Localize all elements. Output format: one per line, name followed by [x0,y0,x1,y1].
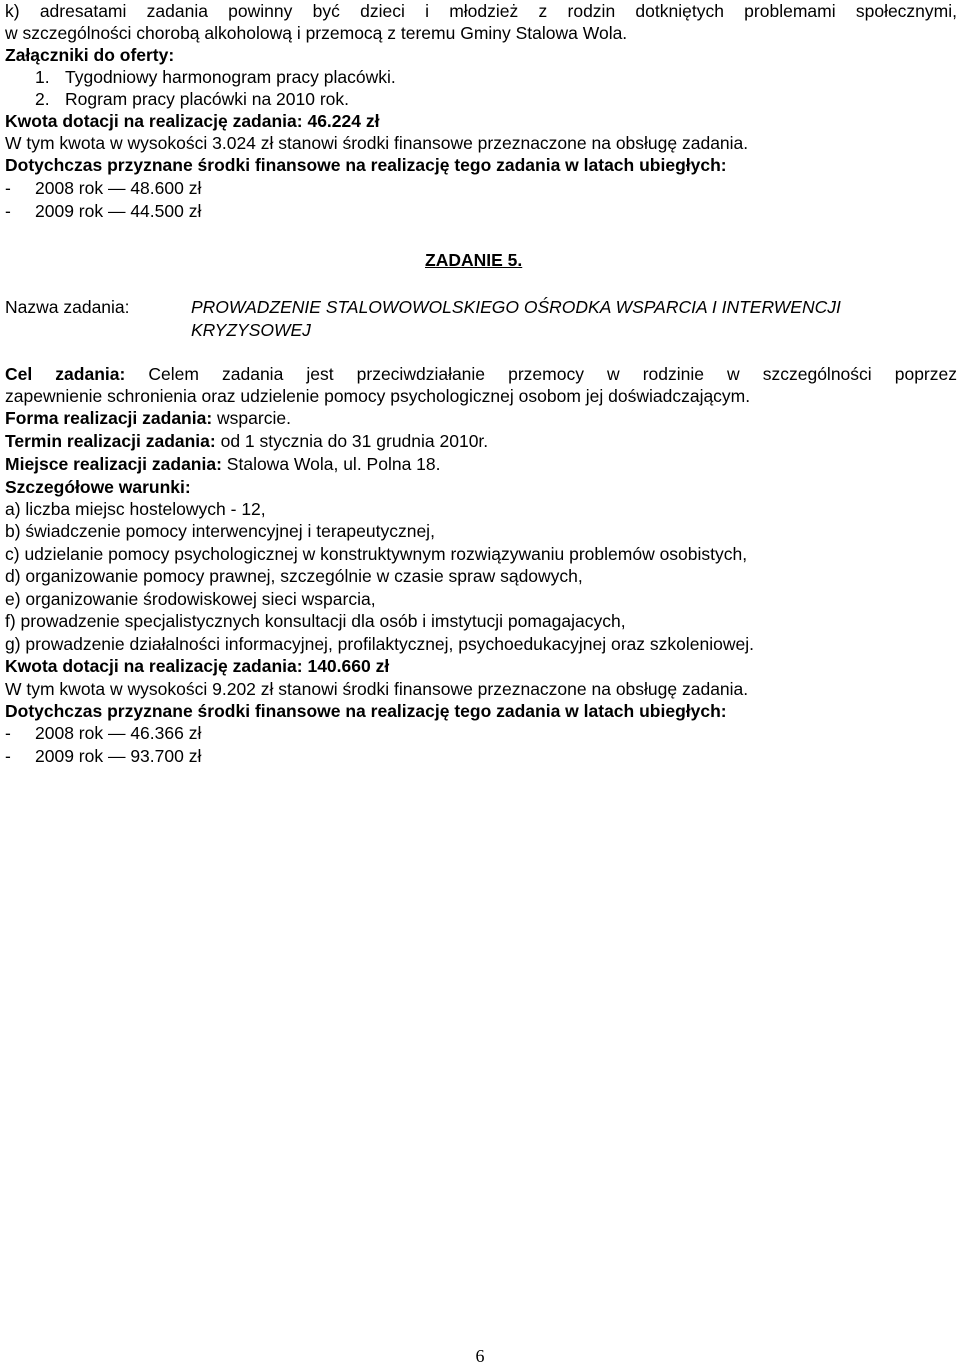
goal-line-1 [5,363,957,385]
term-label: Termin realizacji zadania: [5,431,216,451]
previous-year-item [5,177,201,199]
condition-item: g) prowadzenie działalności informacyjnej, profilaktycznej, psychoedukacyjnej oraz szkoleniowej. [5,634,754,654]
grant-amount: Kwota dotacji na realizację zadania: 140.660 zł [5,656,390,676]
place-value: Stalowa Wola, ul. Polna 18. [226,454,441,474]
previous-year-text: 2009 rok — 44.500 zł [35,201,202,221]
previous-year-item [5,722,201,744]
attachment-number: 1. [35,67,50,87]
previous-year-text: 2008 rok — 46.366 zł [35,723,202,743]
goal-label: Cel zadania: [5,364,126,384]
form-row [5,407,291,429]
previous-year-text: 2009 rok — 93.700 zł [35,746,202,766]
condition-item: d) organizowanie pomocy prawnej, szczególnie w czasie spraw sądowych, [5,566,583,586]
condition-item: f) prowadzenie specjalistycznych konsultacji dla osób i imstytucji pomagajacych, [5,611,626,631]
form-label: Forma realizacji zadania: [5,408,213,428]
condition-item: e) organizowanie środowiskowej sieci wsparcia, [5,589,376,609]
attachment-text: Tygodniowy harmonogram pracy placówki. [65,67,396,87]
place-label: Miejsce realizacji zadania: [5,454,222,474]
attachments-label: Załączniki do oferty: [5,45,175,65]
place-row [5,453,441,475]
task-name-value: PROWADZENIE STALOWOWOLSKIEGO OŚRODKA WSPARCIA I INTERWENCJI KRYZYSOWEJ [191,297,841,340]
attachment-number: 2. [35,89,50,109]
recipients-line-2: w szczególności chorobą alkoholową i przemocą z teremu Gminy Stalowa Wola. [5,23,628,43]
goal-line-2: zapewnienie schronienia oraz udzielenie pomocy psychologicznej osobom jej doświadczającym. [5,386,751,406]
attachment-item [5,88,349,110]
task-name-label: Nazwa zadania: [5,297,130,317]
attachment-text: Rogram pracy placówki na 2010 rok. [65,89,350,109]
previous-year-item [5,745,201,767]
condition-item: c) udzielanie pomocy psychologicznej w konstruktywnym rozwiązywaniu problemów osobistych, [5,544,748,564]
list-dash: - [5,178,11,198]
previous-year-text: 2008 rok — 48.600 zł [35,178,202,198]
attachment-item [5,66,396,88]
previous-year-item [5,200,201,222]
list-dash: - [5,723,11,743]
conditions-label: Szczegółowe warunki: [5,477,191,497]
condition-item: b) świadczenie pomocy interwencyjnej i terapeutycznej, [5,521,435,541]
page-number: 6 [475,1346,485,1366]
service-cost-text: W tym kwota w wysokości 3.024 zł stanowi środki finansowe przeznaczone na obsługę zadania. [5,133,749,153]
task-heading: ZADANIE 5. [425,250,523,270]
term-row [5,430,488,452]
form-value: wsparcie. [217,408,291,428]
list-dash: - [5,201,11,221]
condition-item: a) liczba miejsc hostelowych - 12, [5,499,266,519]
previous-funds-label: Dotychczas przyznane środki finansowe na realizację tego zadania w latach ubiegłych: [5,701,727,721]
previous-funds-label: Dotychczas przyznane środki finansowe na realizację tego zadania w latach ubiegłych: [5,155,727,175]
goal-text: Celem zadania jest przeciwdziałanie przemocy w rodzinie w szczególności poprzez [148,364,957,384]
term-value: od 1 stycznia do 31 grudnia 2010r. [220,431,489,451]
grant-amount: Kwota dotacji na realizację zadania: 46.224 zł [5,111,380,131]
service-cost-text: W tym kwota w wysokości 9.202 zł stanowi środki finansowe przeznaczone na obsługę zadania. [5,679,749,699]
recipients-line-1: k) adresatami zadania powinny być dzieci i młodzież z rodzin dotkniętych problemami społecznymi, [5,1,957,21]
list-dash: - [5,746,11,766]
